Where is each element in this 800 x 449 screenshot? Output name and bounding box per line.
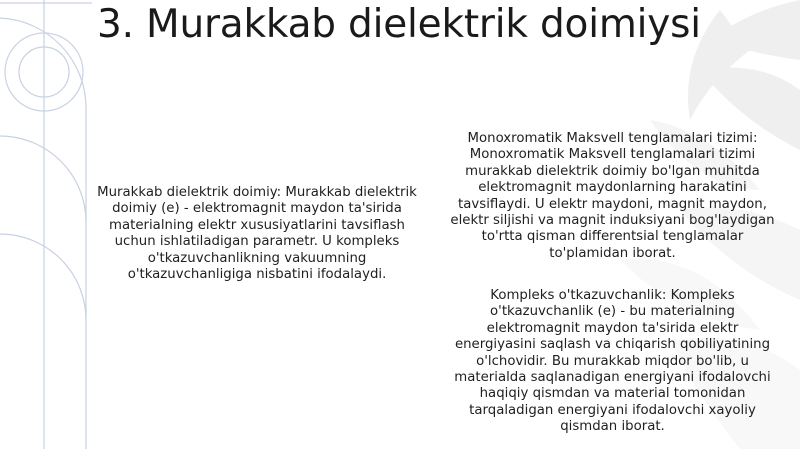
right-paragraph-bottom: Kompleks o'tkazuvchanlik: Kompleks o'tkazuvchanlik (e) - bu materialning elektromagnit maydon ta'sirida elektr energiyasini saqlash va chiqarish qobiliyatining o'lchovidir. Bu murakkab miqdor bo'lib, u materialda saqlanadigan energiyani ifodalovchi haqiqiy qismdan va material tomonidan tarqaladigan energiyani ifodalovchi xayoliy qismdan iborat. xyxy=(454,288,771,435)
left-paragraph: Murakkab dielektrik doimiy: Murakkab dielektrik doimiy (e) - elektromagnit maydon ta'sirida materialning elektr xususiyatlarini tavsiflash uchun ishlatiladigan parametr. U kompleks o'tkazuvchanlikning vakuumning o'tkazuvchanligiga nisbatini ifodalaydi. xyxy=(97,185,417,283)
right-paragraph-top: Monoxromatik Maksvell tenglamalari tizimi: Monoxromatik Maksvell tenglamalari tizimi murakkab dielektrik doimiy bo'lgan muhitda elektromagnit maydonlarning harakatini tavsiflaydi. U elektr maydoni, magnit maydon, elektr siljishi va magnit induksiyani bog'laydigan to'rtta qisman differentsial tenglamalar to'plamidan iborat. xyxy=(450,131,775,261)
slide-title: 3. Murakkab dielektrik doimiysi xyxy=(97,2,701,47)
